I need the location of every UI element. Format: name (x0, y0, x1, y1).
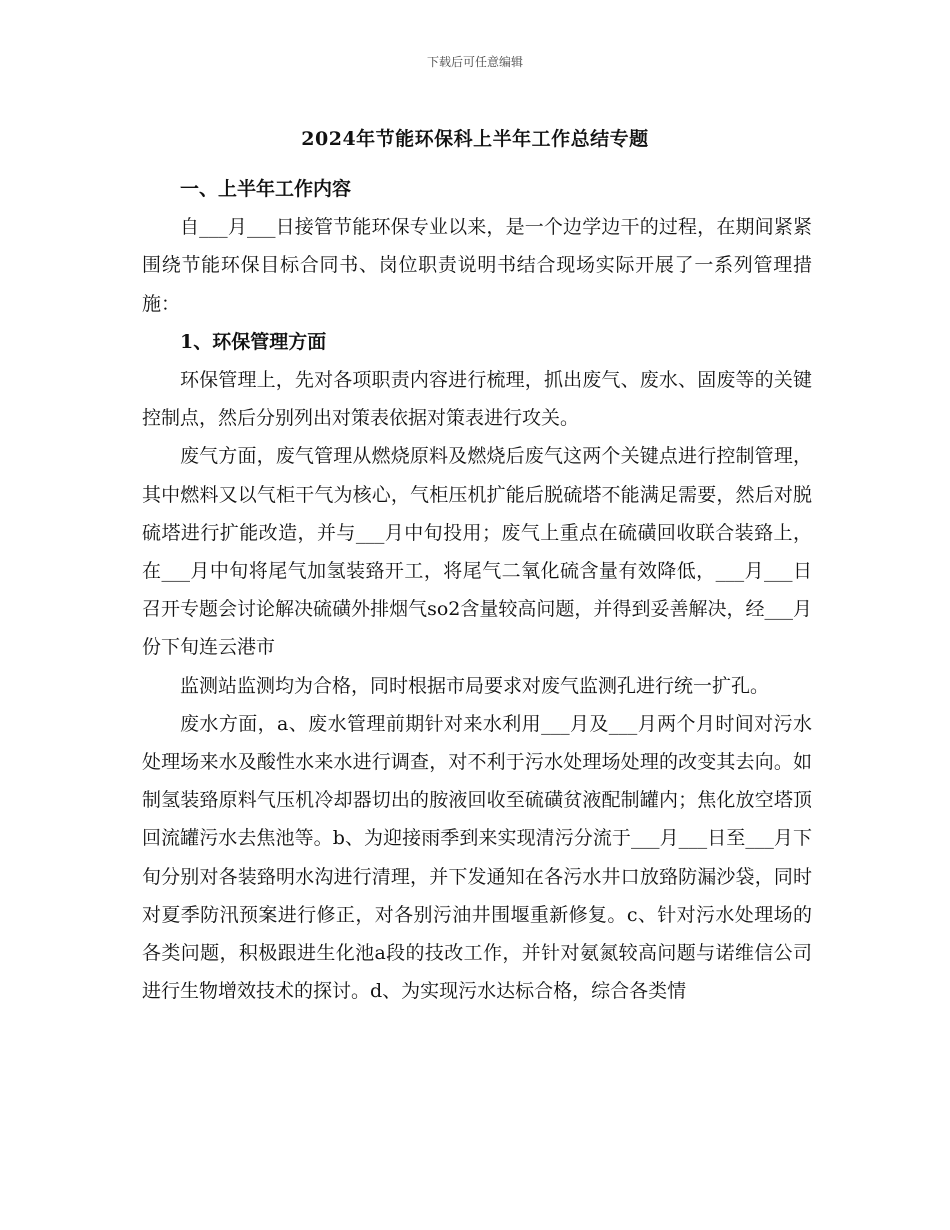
paragraph: 自___月___日接管节能环保专业以来，是一个边学边干的过程，在期间紧紧围绕节能环保目标合同书、岗位职责说明书结合现场实际开展了一系列管理措施： (142, 216, 812, 315)
paragraph: 监测站监测均为合格，同时根据市局要求对废气监测孔进行统一扩孔。 (180, 674, 770, 697)
document-title: 2024年节能环保科上半年工作总结专题 (301, 128, 649, 150)
document-body (142, 170, 812, 1010)
paragraph: 环保管理上，先对各项职责内容进行梳理，抓出废气、废水、固废等的关键控制点，然后分别列出对策表依据对策表进行攻关。 (142, 369, 812, 430)
subsection-heading: 1、环保管理方面 (180, 330, 327, 353)
paragraph: 废气方面，废气管理从燃烧原料及燃烧后废气这两个关键点进行控制管理，其中燃料又以气柜干气为核心，气柜压机扩能后脱硫塔不能满足需要，然后对脱硫塔进行扩能改造，并与___月中旬投用；废气上重点在硫磺回收联合装臵上，在___月中旬将尾气加氢装臵开工，将尾气二氧化硫含量有效降低，___月___日召开专题会讨论解决硫磺外排烟气so2含量较高问题，并得到妥善解决，经___月份下旬连云港市 (142, 445, 812, 659)
section-heading: 一、上半年工作内容 (180, 178, 352, 200)
paragraph: 废水方面，a、废水管理前期针对来水利用___月及___月两个月时间对污水处理场来水及酸性水来水进行调查，对不利于污水处理场处理的改变其去向。如制氢装臵原料气压机冷却器切出的胺液回收至硫磺贫液配制罐内；焦化放空塔顶回流罐污水去焦池等。b、为迎接雨季到来实现清污分流于___月___日至___月下旬分别对各装臵明水沟进行清理，并下发通知在各污水井口放臵防漏沙袋，同时对夏季防汛预案进行修正，对各别污油井围堰重新修复。c、针对污水处理场的各类问题，积极跟进生化池a段的技改工作，并针对氨氮较高问题与诺维信公司进行生物增效技术的探讨。d、为实现污水达标合格，综合各类情 (142, 712, 812, 1003)
page-header: 下载后可任意编辑 (426, 55, 523, 69)
